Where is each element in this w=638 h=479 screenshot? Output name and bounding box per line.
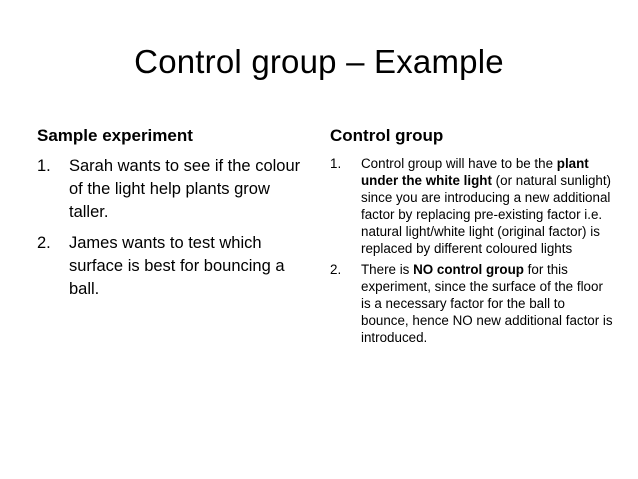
list-item-text: Sarah wants to see if the colour of the light help plants grow taller.	[69, 157, 301, 221]
list-item-text: for this experiment, since the surface of the floor is a necessary factor for the ball to bounce, hence NO new additional factor is introduced.	[361, 261, 613, 345]
list-item-text: (or natural sunlight) since you are introducing a new additional factor by replacing pre-existing factor i.e. natural light/white light (original factor) is replaced by different coloured lights	[361, 173, 612, 257]
slide-title: Control group – Example	[134, 43, 504, 80]
list-item-text: James wants to test which surface is best for bouncing a ball.	[69, 234, 285, 298]
list-item-text: There is	[361, 261, 414, 277]
list-item-number: 2.	[37, 234, 51, 252]
list-item	[37, 155, 307, 224]
list-item-bold-text: NO control group	[413, 261, 524, 277]
list-item-number: 1.	[37, 157, 51, 175]
list-item-number: 1.	[330, 156, 342, 171]
sample-experiment-list	[37, 155, 307, 309]
list-item	[330, 261, 615, 346]
control-group-heading: Control group	[330, 126, 444, 145]
list-item	[330, 155, 615, 258]
sample-experiment-heading: Sample experiment	[37, 126, 193, 145]
list-item-number: 2.	[330, 261, 342, 277]
list-item-text: Control group will have to be the	[361, 156, 557, 171]
list-item-bold-text: plant under the white light	[361, 156, 589, 189]
control-group-list	[330, 155, 615, 349]
list-item	[37, 232, 307, 301]
